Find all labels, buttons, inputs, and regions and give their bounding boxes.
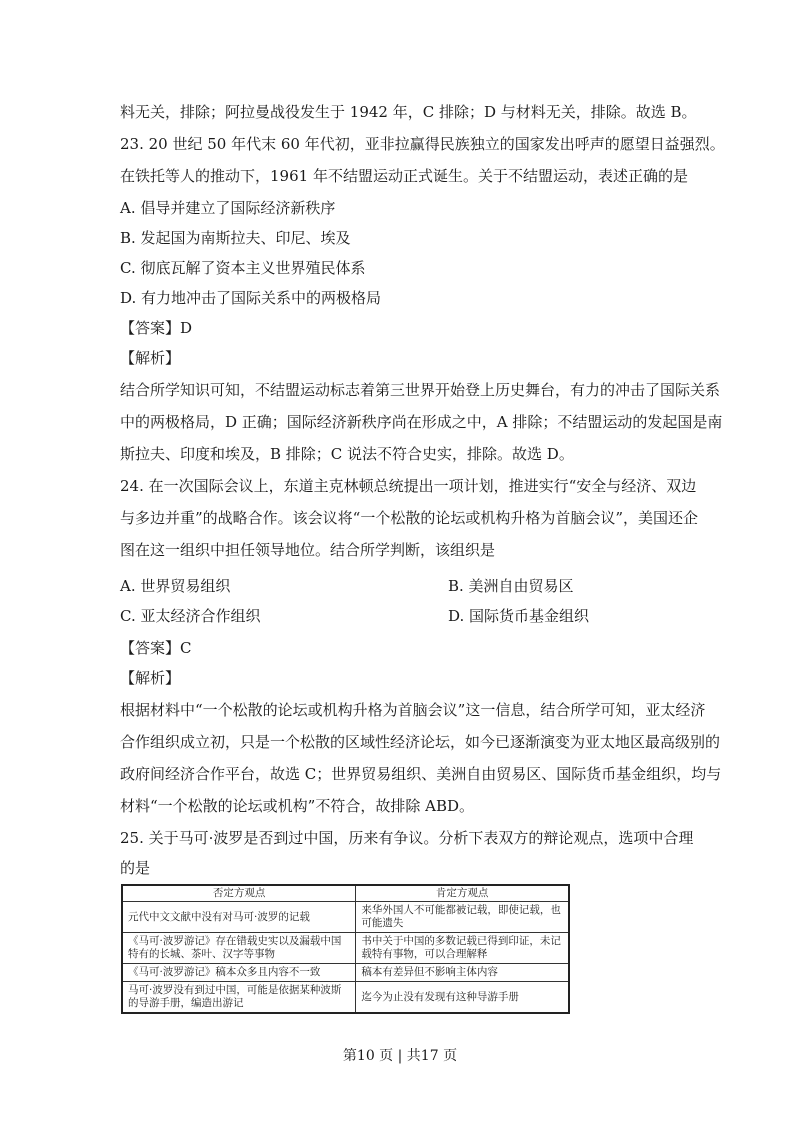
table-header-positive: 肯定方观点 bbox=[356, 885, 569, 902]
answer-label: 【答案】C bbox=[120, 639, 192, 657]
question-23-option-a: A. 倡导并建立了国际经济新秩序 bbox=[120, 199, 336, 217]
table-cell: 《马可·波罗游记》稿本众多且内容不一致 bbox=[122, 964, 356, 982]
table-cell: 马可·波罗没有到过中国，可能是依据某种波斯的导游手册，编造出游记 bbox=[122, 982, 356, 1014]
question-23-option-b: B. 发起国为南斯拉夫、印尼、埃及 bbox=[120, 229, 351, 247]
table-cell: 来华外国人不可能都被记载，即使记载，也可能遗失 bbox=[356, 902, 569, 933]
question-25-stem: 的是 bbox=[120, 859, 151, 877]
analysis-text: 合作组织成立初，只是一个松散的区域性经济论坛，如今已逐渐演变为亚太地区最高级别的 bbox=[120, 733, 721, 751]
analysis-text: 政府间经济合作平台，故选 C；世界贸易组织、美洲自由贸易区、国际货币基金组织，均与 bbox=[120, 765, 722, 783]
question-24-option-b: B. 美洲自由贸易区 bbox=[448, 577, 574, 595]
question-24-option-a: A. 世界贸易组织 bbox=[120, 577, 231, 595]
table-row bbox=[122, 964, 569, 982]
table-cell: 《马可·波罗游记》存在错载史实以及漏载中国特有的长城、茶叶、汉字等事物 bbox=[122, 933, 356, 964]
question-23-option-d: D. 有力地冲击了国际关系中的两极格局 bbox=[120, 289, 382, 307]
analysis-text: 材料“一个松散的论坛或机构”不符合，故排除 ABD。 bbox=[120, 797, 474, 815]
question-24-option-d: D. 国际货币基金组织 bbox=[448, 607, 590, 625]
question-23-stem: 在铁托等人的推动下，1961 年不结盟运动正式诞生。关于不结盟运动，表述正确的是 bbox=[120, 167, 688, 185]
answer-label: 【答案】D bbox=[120, 319, 193, 337]
debate-table bbox=[121, 884, 570, 1014]
table-header-row bbox=[122, 885, 569, 902]
table-cell: 迄今为止没有发现有这种导游手册 bbox=[356, 982, 569, 1014]
page-footer: 第10 页 | 共17 页 bbox=[342, 1048, 458, 1064]
question-24-stem: 与多边并重”的战略合作。该会议将“一个松散的论坛或机构升格为首脑会议”，美国还企 bbox=[120, 509, 699, 527]
table-row bbox=[122, 982, 569, 1014]
question-24-option-c: C. 亚太经济合作组织 bbox=[120, 607, 261, 625]
table-header-negative: 否定方观点 bbox=[122, 885, 356, 902]
analysis-text: 斯拉夫、印度和埃及，B 排除；C 说法不符合史实，排除。故选 D。 bbox=[120, 445, 574, 463]
question-25-stem: 25. 关于马可·波罗是否到过中国，历来有争议。分析下表双方的辩论观点，选项中合理 bbox=[120, 829, 694, 847]
analysis-text: 根据材料中“一个松散的论坛或机构升格为首脑会议”这一信息，结合所学可知，亚太经济 bbox=[120, 701, 706, 719]
table-row bbox=[122, 933, 569, 964]
table-cell: 书中关于中国的多数记载已得到印证，未记载特有事物，可以合理解释 bbox=[356, 933, 569, 964]
question-24-stem: 24. 在一次国际会议上，东道主克林顿总统提出一项计划，推进实行“安全与经济、双边 bbox=[120, 477, 697, 495]
analysis-text: 中的两极格局，D 正确；国际经济新秩序尚在形成之中，A 排除；不结盟运动的发起国是南 bbox=[120, 413, 723, 431]
analysis-label: 【解析】 bbox=[120, 669, 181, 687]
table-cell: 稿本有差异但不影响主体内容 bbox=[356, 964, 569, 982]
question-23-option-c: C. 彻底瓦解了资本主义世界殖民体系 bbox=[120, 259, 366, 277]
text-line: 料无关，排除；阿拉曼战役发生于 1942 年，C 排除；D 与材料无关，排除。故选 B。 bbox=[120, 103, 697, 121]
question-23-stem: 23. 20 世纪 50 年代末 60 年代初，亚非拉赢得民族独立的国家发出呼声的愿望日益强烈。 bbox=[120, 135, 725, 153]
table-cell: 元代中文文献中没有对马可·波罗的记载 bbox=[122, 902, 356, 933]
analysis-label: 【解析】 bbox=[120, 349, 181, 367]
table-row bbox=[122, 902, 569, 933]
question-24-stem: 图在这一组织中担任领导地位。结合所学判断，该组织是 bbox=[120, 541, 496, 559]
analysis-text: 结合所学知识可知，不结盟运动标志着第三世界开始登上历史舞台，有力的冲击了国际关系 bbox=[120, 381, 721, 399]
